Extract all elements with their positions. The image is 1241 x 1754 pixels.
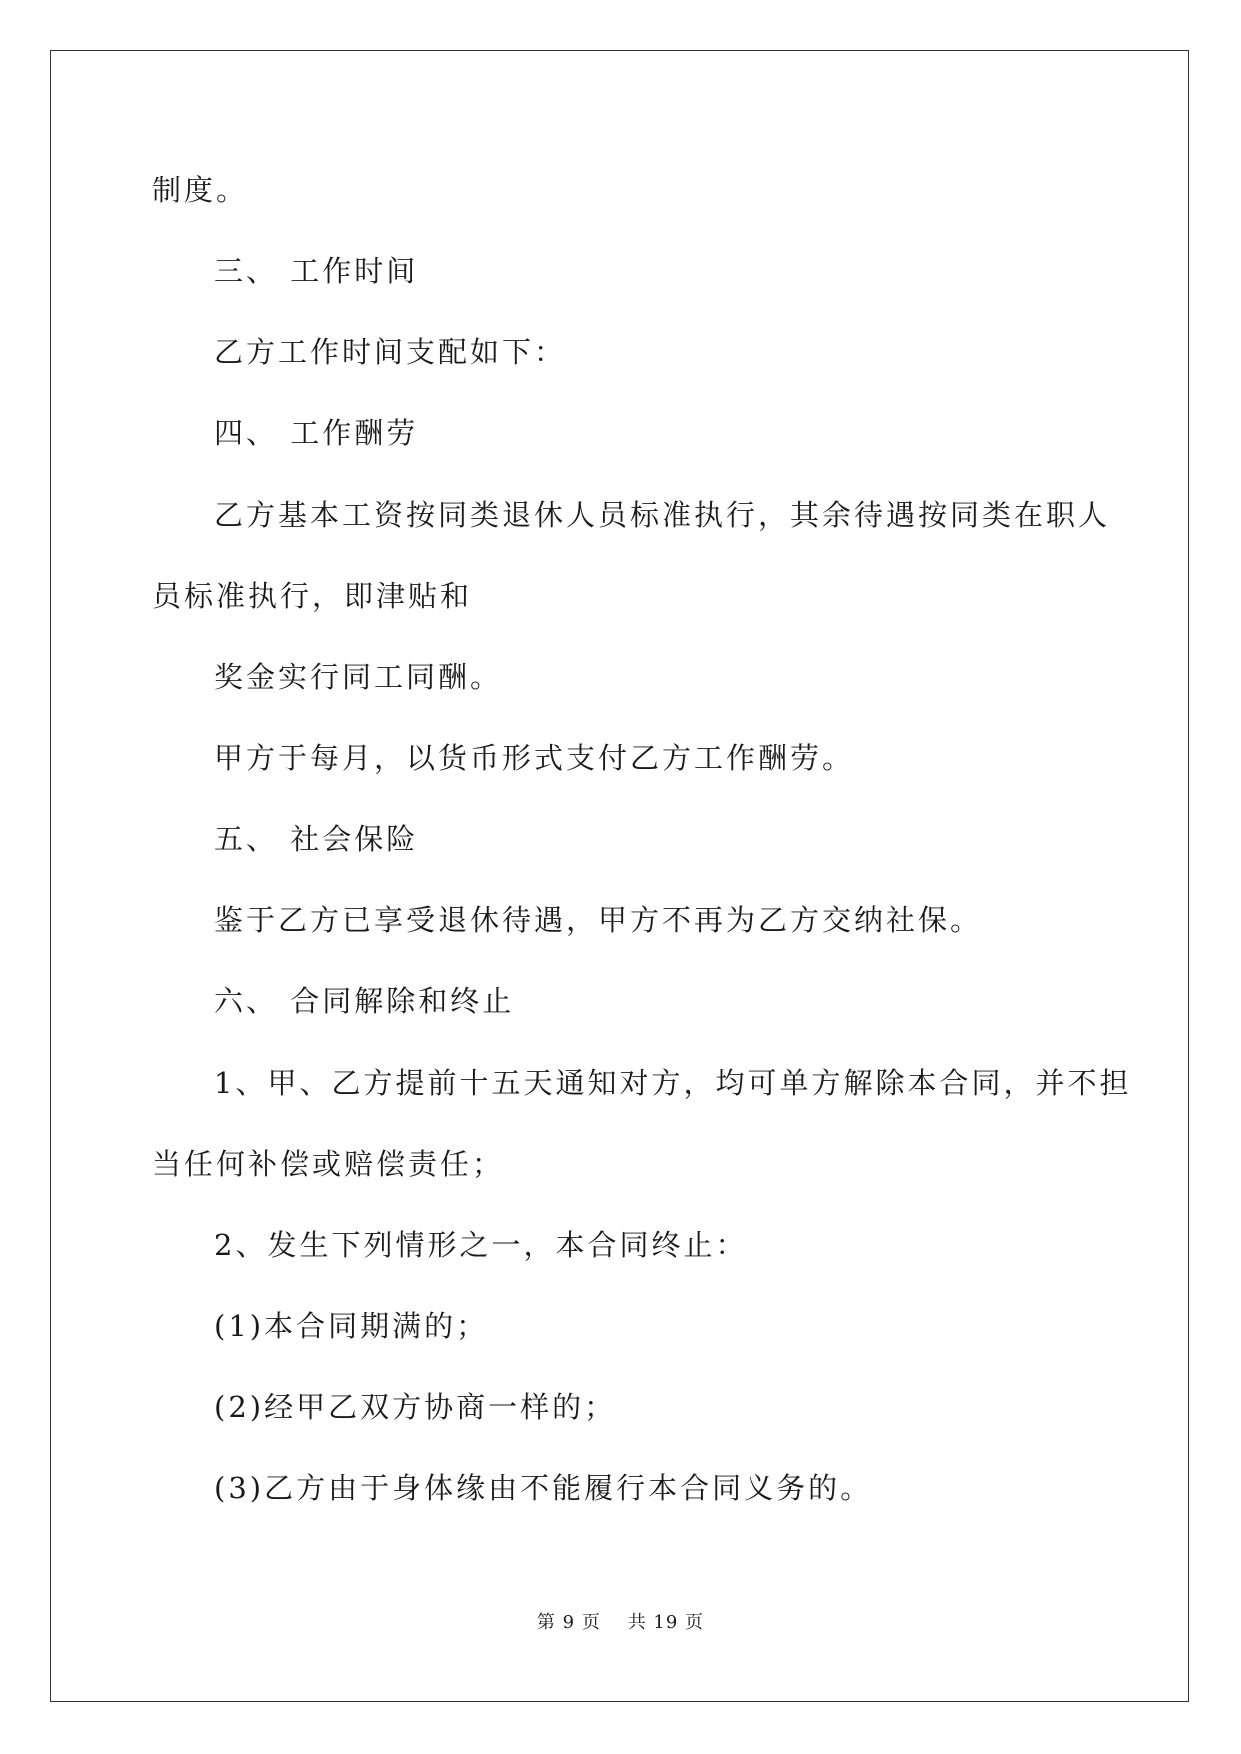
paragraph-line: 乙方工作时间支配如下：	[214, 335, 567, 369]
list-item: (3)乙方由于身体缘由不能履行本合同义务的。	[214, 1471, 873, 1505]
paragraph-line: 奖金实行同工同酬。	[214, 660, 503, 694]
page-number-footer: 第 9 页 共 19 页	[536, 1612, 705, 1633]
paragraph-line: 鉴于乙方已享受退休待遇，甲方不再为乙方交纳社保。	[214, 903, 983, 937]
section-heading-social-insurance: 五、 社会保险	[214, 822, 419, 856]
paragraph-line: 2、发生下列情形之一，本合同终止：	[214, 1228, 748, 1262]
paragraph-line: 1、甲、乙方提前十五天通知对方，均可单方解除本合同，并不担	[214, 1066, 1132, 1100]
section-heading-work-hours: 三、 工作时间	[214, 254, 419, 288]
paragraph-line: 当任何补偿或赔偿责任；	[152, 1147, 505, 1181]
section-heading-termination: 六、 合同解除和终止	[214, 984, 515, 1018]
paragraph-line: 甲方于每月，以货币形式支付乙方工作酬劳。	[214, 741, 855, 775]
paragraph-line: 乙方基本工资按同类退休人员标准执行，其余待遇按同类在职人	[214, 498, 1111, 532]
list-item: (2)经甲乙双方协商一样的；	[214, 1390, 617, 1424]
paragraph-line: 员标准执行，即津贴和	[152, 579, 473, 613]
page-border	[50, 50, 1189, 1702]
text-line-continuation: 制度。	[152, 173, 249, 207]
section-heading-remuneration: 四、 工作酬劳	[214, 416, 419, 450]
list-item: (1)本合同期满的；	[214, 1309, 489, 1343]
